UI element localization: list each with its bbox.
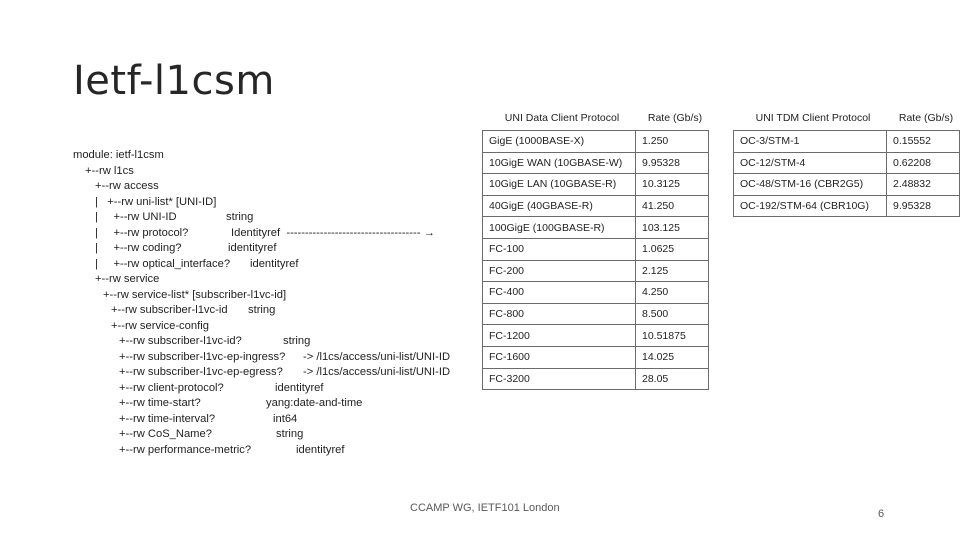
yang-node: +--rw access <box>95 180 159 192</box>
table-row <box>483 368 709 390</box>
protocol-cell: 10GigE LAN (10GBASE-R) <box>483 174 636 196</box>
protocol-cell: OC-3/STM-1 <box>734 131 887 153</box>
yang-node: +--rw time-start? <box>119 397 201 409</box>
rate-cell: 0.62208 <box>887 152 960 174</box>
yang-node: +--rw subscriber-l1vc-id? <box>119 335 242 347</box>
rate-cell: 28.05 <box>636 368 709 390</box>
rate-cell: 103.125 <box>636 217 709 239</box>
yang-node: +--rw service-list* [subscriber-l1vc-id] <box>103 288 287 301</box>
yang-node-type: identityref <box>296 443 345 456</box>
yang-tree-line <box>73 350 473 366</box>
rate-cell: 8.500 <box>636 303 709 325</box>
yang-node: +--rw l1cs <box>85 164 134 177</box>
yang-tree-line <box>73 303 473 319</box>
table-row <box>483 131 709 153</box>
yang-node: | +--rw optical_interface? <box>95 257 231 270</box>
rate-cell: 9.95328 <box>636 152 709 174</box>
yang-tree-line <box>73 241 473 257</box>
yang-tree-line <box>73 427 473 443</box>
data-client-protocol-table <box>482 106 709 390</box>
rate-cell: 41.250 <box>636 195 709 217</box>
yang-tree-line <box>73 365 473 381</box>
rate-cell: 10.51875 <box>636 325 709 347</box>
rate-cell: 4.250 <box>636 282 709 304</box>
table-row <box>483 346 709 368</box>
yang-node-type: identityref <box>275 381 324 394</box>
yang-node-type: -> /l1cs/access/uni-list/UNI-ID <box>303 366 451 378</box>
yang-tree-line <box>73 288 473 304</box>
protocol-cell: OC-192/STM-64 (CBR10G) <box>734 195 887 217</box>
protocol-cell: FC-1200 <box>483 325 636 347</box>
yang-node: | +--rw UNI-ID <box>95 211 177 223</box>
yang-node-type: string <box>283 335 311 347</box>
protocol-cell: 100GigE (100GBASE-R) <box>483 217 636 239</box>
column-header: UNI Data Client Protocol <box>504 112 620 124</box>
yang-node: +--rw time-interval? <box>119 412 216 425</box>
page-number: 6 <box>878 508 885 520</box>
protocol-cell: FC-100 <box>483 238 636 260</box>
yang-tree-line <box>73 148 473 164</box>
yang-node-type: string <box>276 428 304 440</box>
yang-tree-line <box>73 412 473 428</box>
yang-node-type: Identityref ------------------------------------ → <box>231 226 435 239</box>
column-header: Rate (Gb/s) <box>647 112 703 124</box>
yang-tree-line <box>73 179 473 195</box>
yang-tree-line <box>73 195 473 211</box>
yang-node: module: ietf-l1csm <box>73 149 164 161</box>
rate-cell: 10.3125 <box>636 174 709 196</box>
yang-node: +--rw performance-metric? <box>119 443 252 456</box>
yang-tree-line <box>73 272 473 288</box>
yang-tree <box>73 148 473 458</box>
table-row <box>483 260 709 282</box>
table-row <box>483 238 709 260</box>
yang-tree-line <box>73 257 473 273</box>
rate-cell: 0.15552 <box>887 131 960 153</box>
yang-node: +--rw service <box>95 273 160 285</box>
column-header: Rate (Gb/s) <box>898 112 954 124</box>
protocol-cell: FC-1600 <box>483 346 636 368</box>
table-row <box>483 325 709 347</box>
yang-tree-line <box>73 396 473 412</box>
table-row <box>483 217 709 239</box>
yang-tree-line <box>73 443 473 459</box>
protocol-cell: FC-200 <box>483 260 636 282</box>
slide-title: Ietf-l1csm <box>73 58 275 104</box>
yang-node-type: -> /l1cs/access/uni-list/UNI-ID <box>303 350 451 363</box>
protocol-cell: 40GigE (40GBASE-R) <box>483 195 636 217</box>
protocol-cell: 10GigE WAN (10GBASE-W) <box>483 152 636 174</box>
protocol-cell: GigE (1000BASE-X) <box>483 131 636 153</box>
yang-node: +--rw service-config <box>111 319 209 332</box>
yang-tree-line <box>73 381 473 397</box>
table-row <box>483 195 709 217</box>
yang-node-type: identityref <box>228 242 277 254</box>
rate-cell: 9.95328 <box>887 195 960 217</box>
rate-cell: 2.48832 <box>887 174 960 196</box>
tdm-client-protocol-table <box>733 106 960 217</box>
rate-cell: 2.125 <box>636 260 709 282</box>
yang-node: +--rw CoS_Name? <box>119 428 212 440</box>
yang-node: | +--rw uni-list* [UNI-ID] <box>95 195 217 208</box>
protocol-cell: FC-400 <box>483 282 636 304</box>
yang-node: +--rw subscriber-l1vc-id <box>111 304 228 316</box>
column-header: UNI TDM Client Protocol <box>755 112 871 124</box>
yang-tree-line <box>73 319 473 335</box>
yang-node: | +--rw coding? <box>95 242 182 254</box>
yang-node-type: int64 <box>273 412 298 425</box>
rate-cell: 14.025 <box>636 346 709 368</box>
table-row <box>734 195 960 217</box>
protocol-cell: FC-3200 <box>483 368 636 390</box>
yang-node: +--rw client-protocol? <box>119 381 224 394</box>
table-row <box>734 152 960 174</box>
protocol-cell: OC-48/STM-16 (CBR2G5) <box>734 174 887 196</box>
table-row <box>483 303 709 325</box>
table-row <box>734 174 960 196</box>
footer-text: CCAMP WG, IETF101 London <box>410 502 560 514</box>
table-row <box>483 282 709 304</box>
yang-node-type: string <box>248 304 276 316</box>
yang-node: +--rw subscriber-l1vc-ep-egress? <box>119 366 283 378</box>
yang-node-type: yang:date-and-time <box>266 397 363 409</box>
table-row <box>734 131 960 153</box>
table-row <box>483 174 709 196</box>
yang-tree-line <box>73 334 473 350</box>
yang-node: | +--rw protocol? <box>95 226 189 239</box>
rate-cell: 1.250 <box>636 131 709 153</box>
yang-tree-line <box>73 164 473 180</box>
yang-node-type: identityref <box>250 257 299 270</box>
table-row <box>483 152 709 174</box>
yang-node-type: string <box>226 211 254 223</box>
protocol-cell: FC-800 <box>483 303 636 325</box>
yang-tree-line <box>73 210 473 226</box>
rate-cell: 1.0625 <box>636 238 709 260</box>
yang-tree-line <box>73 226 473 242</box>
protocol-cell: OC-12/STM-4 <box>734 152 887 174</box>
yang-node: +--rw subscriber-l1vc-ep-ingress? <box>119 350 286 363</box>
